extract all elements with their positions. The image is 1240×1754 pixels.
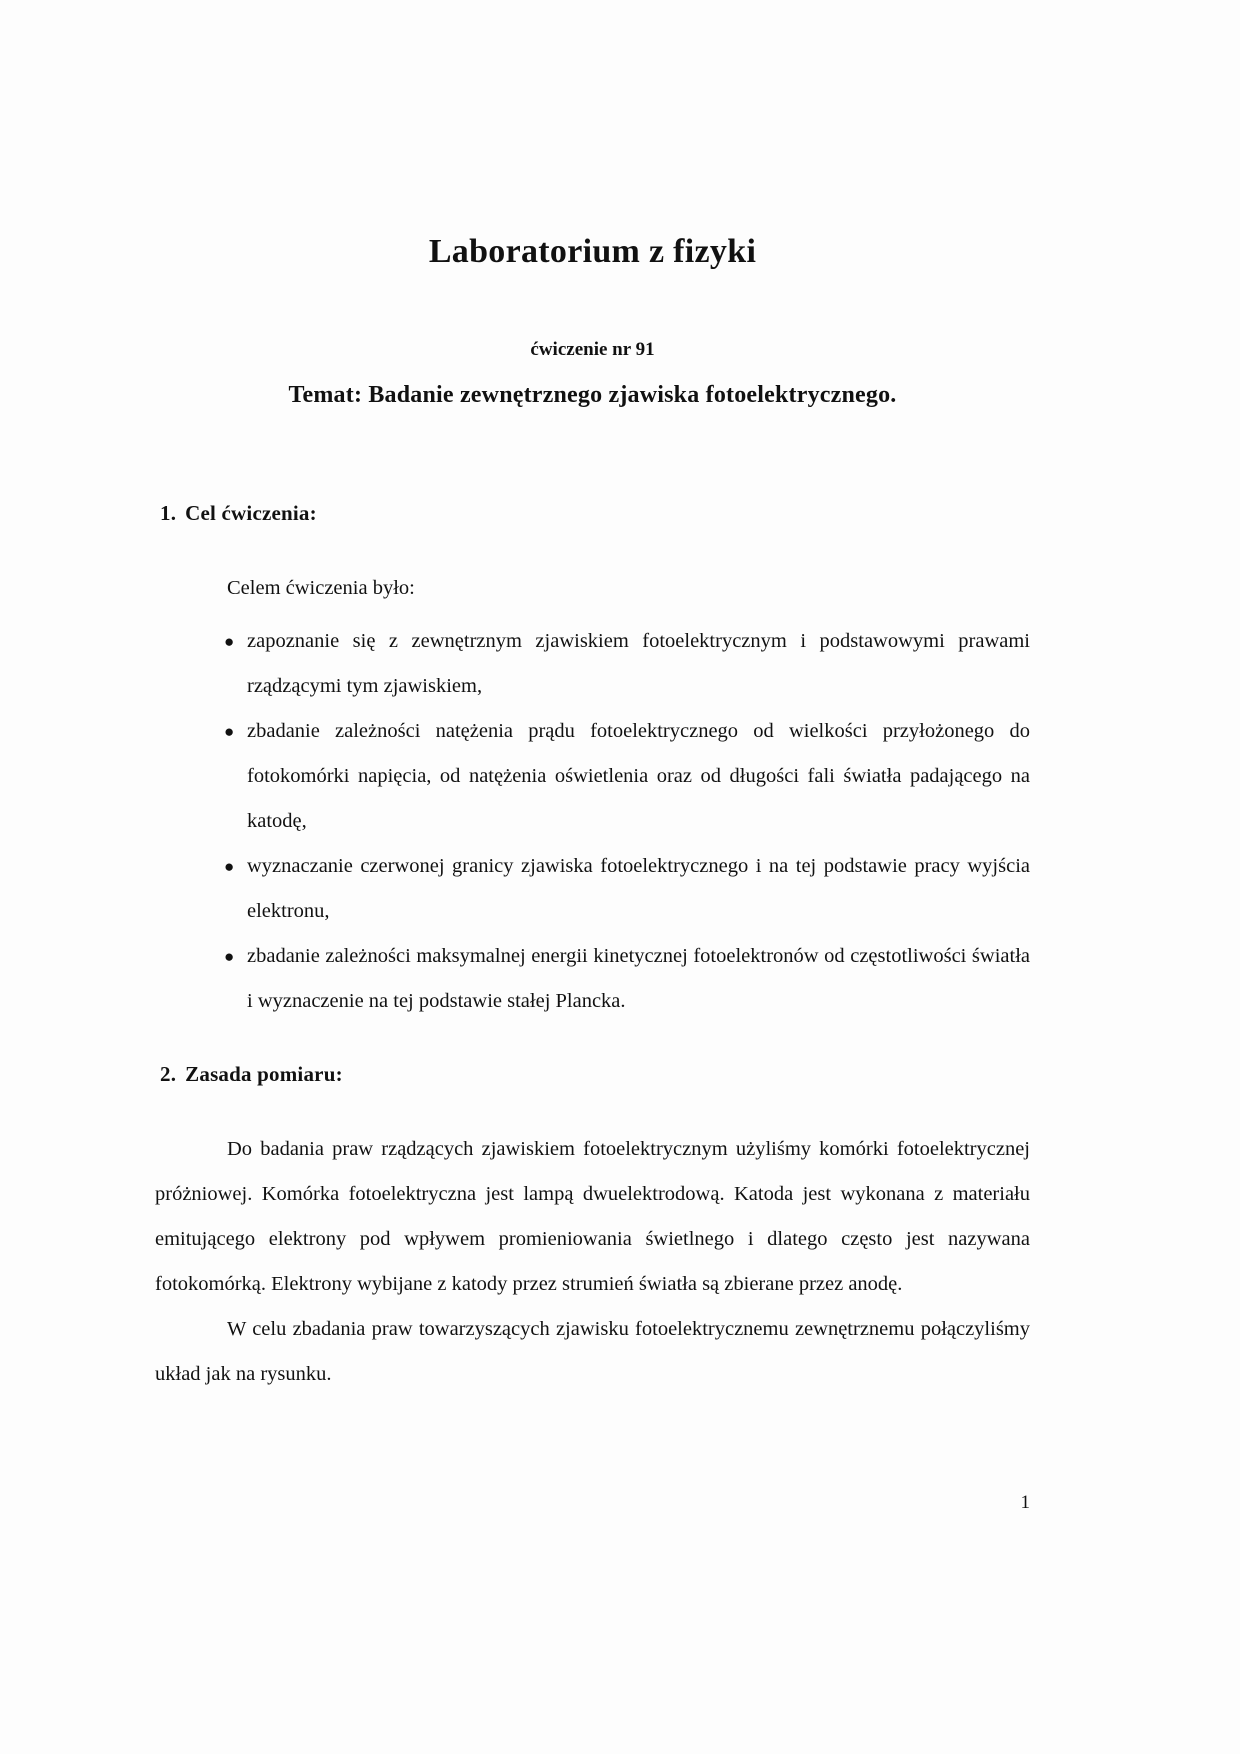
goal-text: zapoznanie się z zewnętrznym zjawiskiem fotoelektrycznym i podstawowymi prawami rządzącymi tym zjawiskiem, — [247, 629, 1030, 697]
goal-text: zbadanie zależności natężenia prądu fotoelektrycznego od wielkości przyłożonego do fotokomórki napięcia, od natężenia oświetlenia oraz od długości fali światła padającego na katodę, — [247, 719, 1030, 832]
section-heading-2 — [160, 1024, 1030, 1087]
body-paragraph: Do badania praw rządzących zjawiskiem fotoelektrycznym użyliśmy komórki fotoelektrycznej próżniowej. Komórka fotoelektryczna jest lampą dwuelektrodową. Katoda jest wykonana z materiału emitującego elektrony pod wpływem promieniowania świetlnego i dlatego często jest nazywana fotokomórką. Elektrony wybijane z katody przez strumień światła są zbierane przez anodę. — [155, 1137, 1030, 1295]
goal-text: zbadanie zależności maksymalnej energii kinetycznej fotoelektronów od częstotliwości światła i wyznaczenie na tej podstawie stałej Plancka. — [247, 944, 1030, 1012]
list-item — [155, 934, 1030, 1024]
page-content — [155, 0, 1030, 1513]
bullet-icon: ● — [224, 721, 235, 741]
goals-lead-in: Celem ćwiczenia było: — [227, 577, 415, 600]
page-number: 1 — [1020, 1492, 1030, 1513]
section-title-1: Cel ćwiczenia: — [185, 501, 317, 526]
section-title-2: Zasada pomiaru: — [185, 1061, 343, 1086]
list-item — [155, 844, 1030, 934]
exercise-number: ćwiczenie nr 91 — [530, 339, 655, 361]
section-heading-1 — [160, 409, 1030, 526]
bullet-icon: ● — [224, 856, 235, 876]
page-title: Laboratorium z fizyki — [428, 233, 757, 270]
bullet-icon: ● — [224, 946, 235, 966]
list-item — [155, 709, 1030, 844]
goal-text: wyznaczanie czerwonej granicy zjawiska fotoelektrycznego i na tej podstawie pracy wyjścia elektronu, — [247, 854, 1030, 922]
body-paragraph: W celu zbadania praw towarzyszących zjawisku fotoelektrycznemu zewnętrznemu połączyliśmy układ jak na rysunku. — [155, 1317, 1030, 1385]
section-number-2: 2. — [160, 1061, 177, 1086]
section-number-1: 1. — [160, 501, 177, 526]
document-subject: Temat: Badanie zewnętrznego zjawiska fotoelektrycznego. — [288, 382, 897, 409]
list-item — [155, 619, 1030, 709]
goals-list — [155, 599, 1030, 1024]
bullet-icon: ● — [224, 631, 235, 651]
